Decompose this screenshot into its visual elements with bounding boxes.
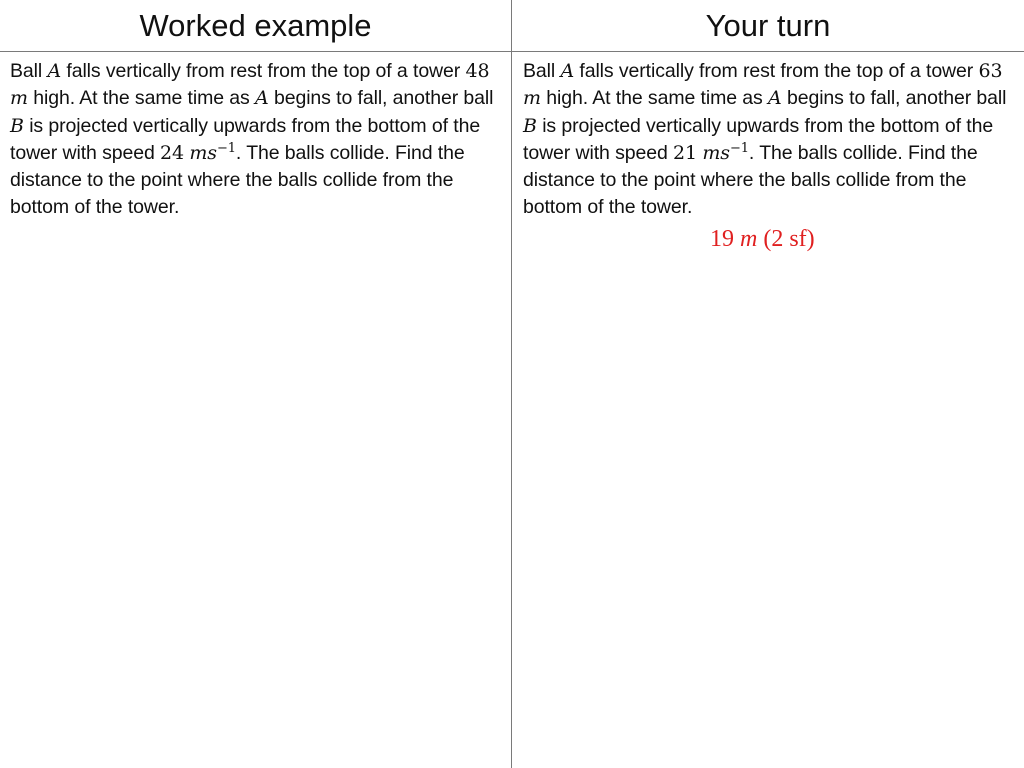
tower-height: 48: [465, 60, 490, 82]
height-unit: m: [10, 87, 28, 110]
q-text: is projected vertically upwards from the bottom of the tower with speed: [523, 114, 994, 164]
speed-unit: ms: [702, 141, 730, 164]
worked-example-question: [10, 58, 500, 222]
q-text: . The balls collide. Find the distance to the point where the balls collide from the bottom of the tower.: [523, 141, 978, 219]
header-row: [0, 0, 1024, 52]
answer-precision: (2 sf): [763, 226, 815, 252]
tower-height: 63: [978, 60, 1003, 82]
q-text: Ball: [523, 60, 561, 82]
q-text: . The balls collide. Find the distance to the point where the balls collide from the bottom of the tower.: [10, 141, 465, 219]
launch-speed: 24: [160, 141, 185, 164]
answer-unit: m: [740, 226, 758, 252]
ball-a-symbol: A: [255, 87, 269, 110]
q-text: begins to fall, another ball: [268, 87, 494, 110]
launch-speed: 21: [673, 141, 698, 164]
q-text: Ball: [10, 60, 48, 82]
height-unit: m: [523, 87, 541, 110]
q-text: high. At the same time as: [540, 87, 769, 110]
your-turn-heading: Your turn: [705, 8, 831, 43]
q-text: high. At the same time as: [27, 87, 256, 110]
q-text: is projected vertically upwards from the bottom of the tower with speed: [10, 114, 481, 164]
answer-value: 19: [710, 226, 734, 252]
speed-unit: ms: [189, 141, 217, 164]
ball-a-symbol: A: [47, 60, 62, 82]
worked-example-heading: Worked example: [139, 8, 372, 43]
column-divider: [511, 0, 512, 768]
speed-unit-exponent: −1: [729, 140, 749, 156]
ball-a-symbol: A: [560, 60, 575, 82]
answer-annotation: [710, 224, 815, 254]
ball-a-symbol: A: [768, 87, 782, 110]
your-turn-question: [523, 58, 1013, 222]
q-text: falls vertically from rest from the top of a tower: [574, 60, 979, 82]
ball-b-symbol: B: [10, 114, 24, 137]
q-text: begins to fall, another ball: [781, 87, 1007, 110]
speed-unit-exponent: −1: [216, 140, 236, 156]
ball-b-symbol: B: [523, 114, 537, 137]
q-text: falls vertically from rest from the top of a tower: [61, 60, 466, 82]
